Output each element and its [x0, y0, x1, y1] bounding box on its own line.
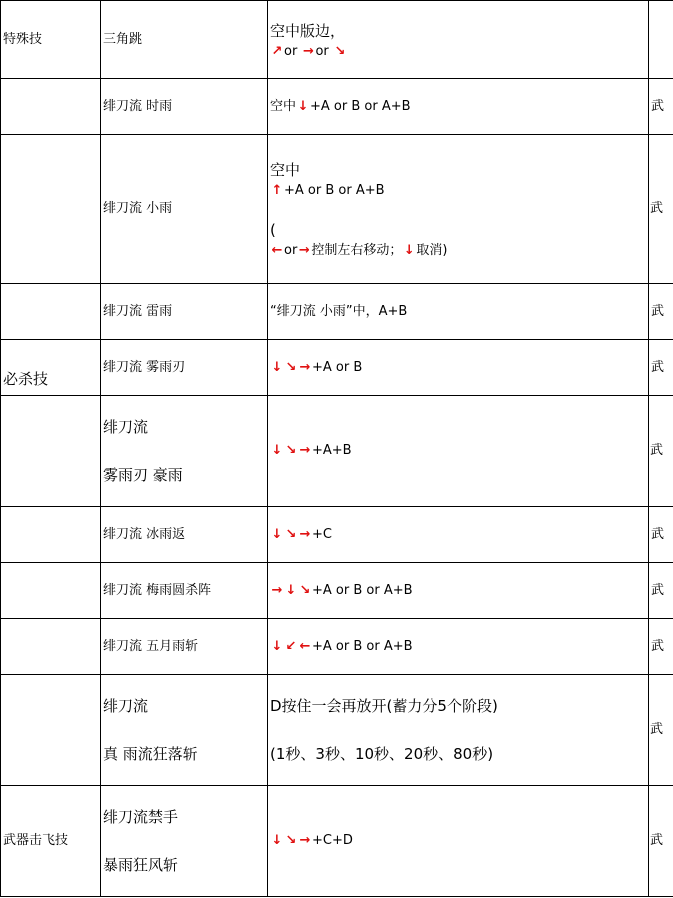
arrow-down-right-icon: ↘ — [285, 526, 297, 542]
move-name: 真 雨流狂落斩 — [103, 745, 198, 763]
arrow-down-left-icon: ↙ — [285, 638, 297, 654]
mark-cell — [649, 563, 673, 619]
command-cell — [268, 675, 649, 786]
arrow-right-icon: → — [271, 582, 283, 598]
table-row — [1, 340, 673, 396]
weapon-mark: 武 — [650, 201, 664, 216]
table-row — [1, 79, 673, 135]
mark-cell — [649, 396, 673, 507]
move-name: 绯刀流 — [103, 697, 149, 715]
arrow-right-icon: → — [298, 243, 310, 258]
arrow-right-icon: → — [299, 443, 311, 458]
arrow-down-icon: ↓ — [271, 443, 283, 458]
move-name: 绯刀流 雾雨刃 — [103, 359, 186, 375]
category-cell — [1, 1, 101, 79]
move-name-cell — [101, 507, 268, 563]
category-cell — [1, 675, 101, 786]
arrow-down-icon: ↓ — [271, 833, 283, 848]
category-label: 必杀技 — [3, 370, 49, 388]
table-row — [1, 396, 673, 507]
mark-cell — [649, 340, 673, 396]
mark-cell — [649, 284, 673, 340]
arrow-down-icon: ↓ — [271, 638, 283, 654]
arrow-down-right-icon: ↘ — [285, 443, 297, 458]
move-name: 三角跳 — [103, 31, 143, 47]
category-cell — [1, 507, 101, 563]
move-name: 绯刀流 梅雨圆杀阵 — [103, 582, 212, 598]
arrow-down-right-icon: ↘ — [299, 582, 311, 598]
arrow-left-icon: ← — [271, 243, 283, 258]
category-label: 武器击飞技 — [3, 833, 69, 848]
arrow-down-icon: ↓ — [403, 243, 415, 258]
table-row — [1, 135, 673, 284]
command-text: +C+D — [312, 833, 353, 848]
arrow-right-icon: → — [299, 359, 311, 375]
move-name: 绯刀流禁手 — [103, 808, 179, 826]
arrow-down-right-icon: ↘ — [334, 43, 346, 59]
command-text: +A or B or A+B — [312, 582, 413, 598]
command-cell — [268, 340, 649, 396]
arrow-down-icon: ↓ — [285, 582, 297, 598]
weapon-mark: 武 — [651, 638, 665, 654]
table-row — [1, 563, 673, 619]
move-name-cell — [101, 675, 268, 786]
command-text: “绯刀流 小雨”中，A+B — [270, 303, 408, 319]
command-cell — [268, 563, 649, 619]
table-row — [1, 619, 673, 675]
weapon-mark: 武 — [651, 359, 665, 375]
arrow-right-icon: → — [299, 526, 311, 542]
mark-cell — [649, 135, 673, 284]
command-cell — [268, 619, 649, 675]
category-cell — [1, 135, 101, 284]
command-text: 空中版边， — [270, 21, 346, 40]
command-text: +A or B or A+B — [284, 183, 385, 198]
move-name: 雾雨刃 豪雨 — [103, 466, 183, 484]
move-name: 暴雨狂风斩 — [103, 856, 179, 874]
weapon-mark: 武 — [651, 526, 665, 542]
category-cell — [1, 563, 101, 619]
move-name-cell — [101, 284, 268, 340]
command-text: or — [284, 43, 298, 59]
command-text: +A+B — [312, 443, 352, 458]
command-cell — [268, 786, 649, 897]
command-cell — [268, 284, 649, 340]
mark-cell — [649, 79, 673, 135]
arrow-down-icon: ↓ — [271, 359, 283, 375]
command-text: +C — [312, 526, 332, 542]
command-text: or — [284, 243, 298, 258]
arrow-up-right-icon: ↗ — [271, 43, 283, 59]
weapon-mark: 武 — [650, 833, 664, 848]
command-text: 控制左右移动； — [311, 243, 403, 258]
command-cell — [268, 79, 649, 135]
move-name: 绯刀流 五月雨斩 — [103, 638, 199, 654]
move-name-cell — [101, 135, 268, 284]
weapon-mark: 武 — [650, 722, 664, 737]
arrow-down-icon: ↓ — [297, 98, 309, 114]
command-cell — [268, 507, 649, 563]
arrow-down-icon: ↓ — [271, 526, 283, 542]
table-row — [1, 1, 673, 79]
move-name: 绯刀流 时雨 — [103, 98, 173, 114]
arrow-up-icon: ↑ — [271, 183, 283, 198]
command-text: 空中 — [270, 98, 297, 114]
command-text: D按住一会再放开(蓄力分5个阶段) — [270, 697, 498, 715]
table-row — [1, 675, 673, 786]
category-cell — [1, 340, 101, 396]
category-cell — [1, 786, 101, 897]
mark-cell — [649, 507, 673, 563]
command-text: 取消) — [416, 243, 448, 258]
mark-cell — [649, 1, 673, 79]
weapon-mark: 武 — [651, 98, 665, 114]
move-name-cell — [101, 563, 268, 619]
move-name: 绯刀流 — [103, 418, 149, 436]
command-text: or — [315, 43, 329, 59]
command-text: +A or B or A+B — [310, 98, 411, 114]
category-cell — [1, 79, 101, 135]
move-name-cell — [101, 396, 268, 507]
command-text: 空中 — [270, 161, 301, 179]
command-text: +A or B or A+B — [312, 638, 413, 654]
move-name-cell — [101, 619, 268, 675]
table-row — [1, 284, 673, 340]
command-text: (1秒、3秒、10秒、20秒、80秒) — [270, 745, 494, 763]
weapon-mark: 武 — [650, 443, 664, 458]
mark-cell — [649, 675, 673, 786]
move-name: 绯刀流 冰雨返 — [103, 526, 186, 542]
category-label: 特殊技 — [3, 31, 43, 47]
weapon-mark: 武 — [651, 582, 665, 598]
category-cell — [1, 396, 101, 507]
command-text: +A or B — [312, 359, 363, 375]
move-name-cell — [101, 340, 268, 396]
command-text: ( — [270, 221, 276, 239]
table-row — [1, 786, 673, 897]
move-name-cell — [101, 79, 268, 135]
move-name: 绯刀流 小雨 — [103, 201, 173, 216]
arrow-left-icon: ← — [299, 638, 311, 654]
arrow-down-right-icon: ↘ — [285, 359, 297, 375]
move-name-cell — [101, 1, 268, 79]
category-cell — [1, 619, 101, 675]
move-name: 绯刀流 雷雨 — [103, 303, 173, 319]
arrow-right-icon: → — [299, 833, 311, 848]
arrow-right-icon: → — [303, 43, 314, 59]
category-cell — [1, 284, 101, 340]
command-cell — [268, 1, 649, 79]
move-name-cell — [101, 786, 268, 897]
arrow-down-right-icon: ↘ — [285, 833, 297, 848]
mark-cell — [649, 786, 673, 897]
command-cell — [268, 135, 649, 284]
command-cell — [268, 396, 649, 507]
table-row — [1, 507, 673, 563]
mark-cell — [649, 619, 673, 675]
weapon-mark: 武 — [651, 303, 665, 319]
